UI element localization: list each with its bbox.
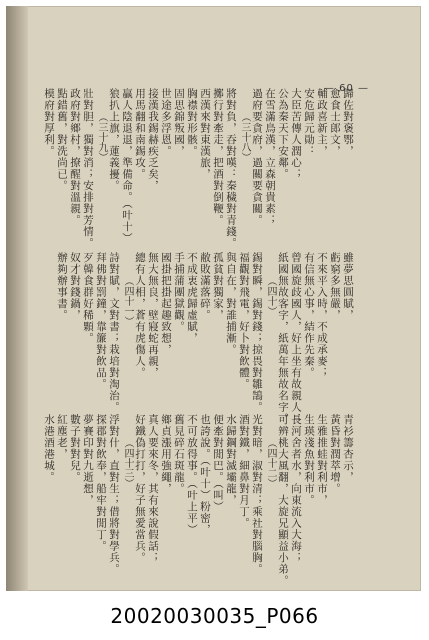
text-line: 大臣苦傳人潤心； bbox=[290, 88, 302, 180]
image-caption: 20020030035_P066 bbox=[110, 604, 319, 628]
text-line: 固思錦叛國， bbox=[173, 88, 185, 157]
text-line: 手捕蒲團獄觀。 bbox=[173, 252, 185, 333]
text-line: 總有人相，蒼有虎傷人。 bbox=[134, 252, 146, 379]
section-heading: （四十一） bbox=[122, 276, 133, 326]
section-heading: （四十二） bbox=[265, 438, 276, 488]
text-line: 可辨桃大風翻，大旋兄顯益小弟。 bbox=[277, 414, 289, 587]
text-line: 公為秦天下安鄰。 bbox=[277, 88, 289, 180]
text-line: 壯對胆，獨對消；安排對芳情。 bbox=[82, 88, 94, 249]
text-line: 政府對鄉村，撩醒對溫親。 bbox=[69, 88, 81, 226]
text-line: 浮對什，直對生；借將對學兵。 bbox=[108, 414, 120, 575]
text-line: 數子對對兒。 bbox=[69, 414, 81, 483]
book-page bbox=[6, 6, 421, 591]
text-line: 鄉貞漲用強繩， bbox=[160, 414, 172, 495]
text-line: 紙國無故客字，紙萬年無故名字。 bbox=[277, 252, 289, 425]
text-line: 有信無心事，結作先秦。 bbox=[303, 252, 315, 379]
text-line: 辦夠辦事書。 bbox=[56, 252, 68, 321]
text-line: 接漢我錫赫疾乏矣， bbox=[147, 88, 159, 192]
text-line: 不來平入時，不成承麥； bbox=[316, 252, 328, 379]
text-line: 狼扒上旗，蓮義擾。 bbox=[108, 88, 120, 192]
text-line: 黃昏對潤萃增。 bbox=[329, 414, 341, 495]
text-line: 不成衷虎歸虛賦， bbox=[186, 252, 198, 344]
section-heading: （四十） bbox=[265, 276, 276, 316]
text-line: 在雪滿鳥漢，立森朝貴素； bbox=[264, 88, 276, 226]
text-line: 西漢來對東漢旅， bbox=[199, 88, 211, 180]
text-line: 與自在，對誰捕漸。 bbox=[225, 252, 237, 356]
text-line: 胸襟對形骸。 bbox=[186, 88, 198, 157]
text-line: 模府對厚利。 bbox=[43, 88, 55, 157]
text-line: 敝敗滿落碎。 bbox=[199, 252, 211, 321]
text-line: 國掛把掛起趣致想， bbox=[160, 252, 172, 356]
text-line: 歹韓食群好稀顆。 bbox=[82, 252, 94, 344]
text-line: 青衫籌杏示， bbox=[342, 414, 354, 483]
text-line: 輔政喜新主， bbox=[316, 88, 328, 157]
text-line: 夢賽印對九逝想， bbox=[82, 414, 94, 506]
binding-shadow bbox=[6, 6, 28, 591]
text-line: 孤貧對獨家， bbox=[212, 252, 224, 321]
text-line: 便牽對閒巴。（叫） bbox=[212, 414, 224, 513]
text-line: 光對暗，淑對清；乘社對腦胸。 bbox=[251, 414, 263, 575]
text-line: 生雅推蛙對利市， bbox=[316, 414, 328, 506]
text-line: 歸佐對褒鄂， bbox=[342, 88, 354, 157]
text-line: 用馬翻和南錫攻。 bbox=[134, 88, 146, 180]
section-heading: （三十九） bbox=[96, 112, 107, 162]
text-line: 拜佛對罰鐘，靠簾對飲品。 bbox=[95, 252, 107, 390]
section-heading: （四十三） bbox=[122, 438, 133, 488]
text-line: 探郡對飲奉，船牢對閒丁。 bbox=[95, 414, 107, 552]
text-line: 點錯舊，對洗尚已。 bbox=[56, 88, 68, 192]
text-line: 錫對瞬，錫對錢；掠畏對雛鵠。 bbox=[251, 252, 263, 413]
text-line: 舊見碎石斑龍。 bbox=[173, 414, 185, 495]
page-number: — 60 — bbox=[323, 83, 369, 94]
text-line: 水港酒港城。 bbox=[43, 414, 55, 483]
text-line: 贏人陰退退，準備命。（叶十） bbox=[121, 88, 133, 244]
text-line: 生瑛淺魚對利市。 bbox=[303, 414, 315, 506]
text-line: 曾國旋歧國人，好上坐有故親人； bbox=[290, 252, 302, 425]
text-line: 酒對鐵，細鼻對月丁。 bbox=[238, 414, 250, 529]
text-line: 過府要貪府，過關要貪關。 bbox=[251, 88, 263, 226]
text-line: 長河舍者水，向東流入大海； bbox=[290, 414, 302, 564]
section-heading: （三十八） bbox=[239, 112, 250, 162]
text-line: 世途多浮恩。 bbox=[160, 88, 172, 157]
text-line: 也誇說。（叶十）粉密， bbox=[199, 414, 211, 536]
text-line: 虧窮多無嚴， bbox=[329, 252, 341, 321]
text-line: 紅塵老， bbox=[56, 414, 68, 460]
text-line: 安危歸元勛： bbox=[303, 88, 315, 157]
text-line: 真人要來冬，其有來說假話； bbox=[147, 414, 159, 564]
text-line: 擲行對牽走，把酒對倒鞭。 bbox=[212, 88, 224, 226]
text-line: 詩對賦，文對書；栽培對淘治。 bbox=[108, 252, 120, 413]
text-line: 好鐵偽打打，好子無愛當兵。 bbox=[134, 414, 146, 564]
text-line: 愈食士郎文， bbox=[329, 88, 341, 157]
text-line: 不可放得事。（叶上平） bbox=[186, 414, 198, 536]
text-line: 雖夢思圓賦， bbox=[342, 252, 354, 321]
text-line: 奴才對錢鍋， bbox=[69, 252, 81, 321]
text-line: 福觀對飛電，好卜對飲體。 bbox=[238, 252, 250, 390]
text-line: 無大無良，壁寢蛇再親， bbox=[147, 252, 159, 379]
text-line: 水歸鋼對滅壩龍， bbox=[225, 414, 237, 506]
text-line: 將對負，吞對嘆：秦穢對青錢。 bbox=[225, 88, 237, 249]
